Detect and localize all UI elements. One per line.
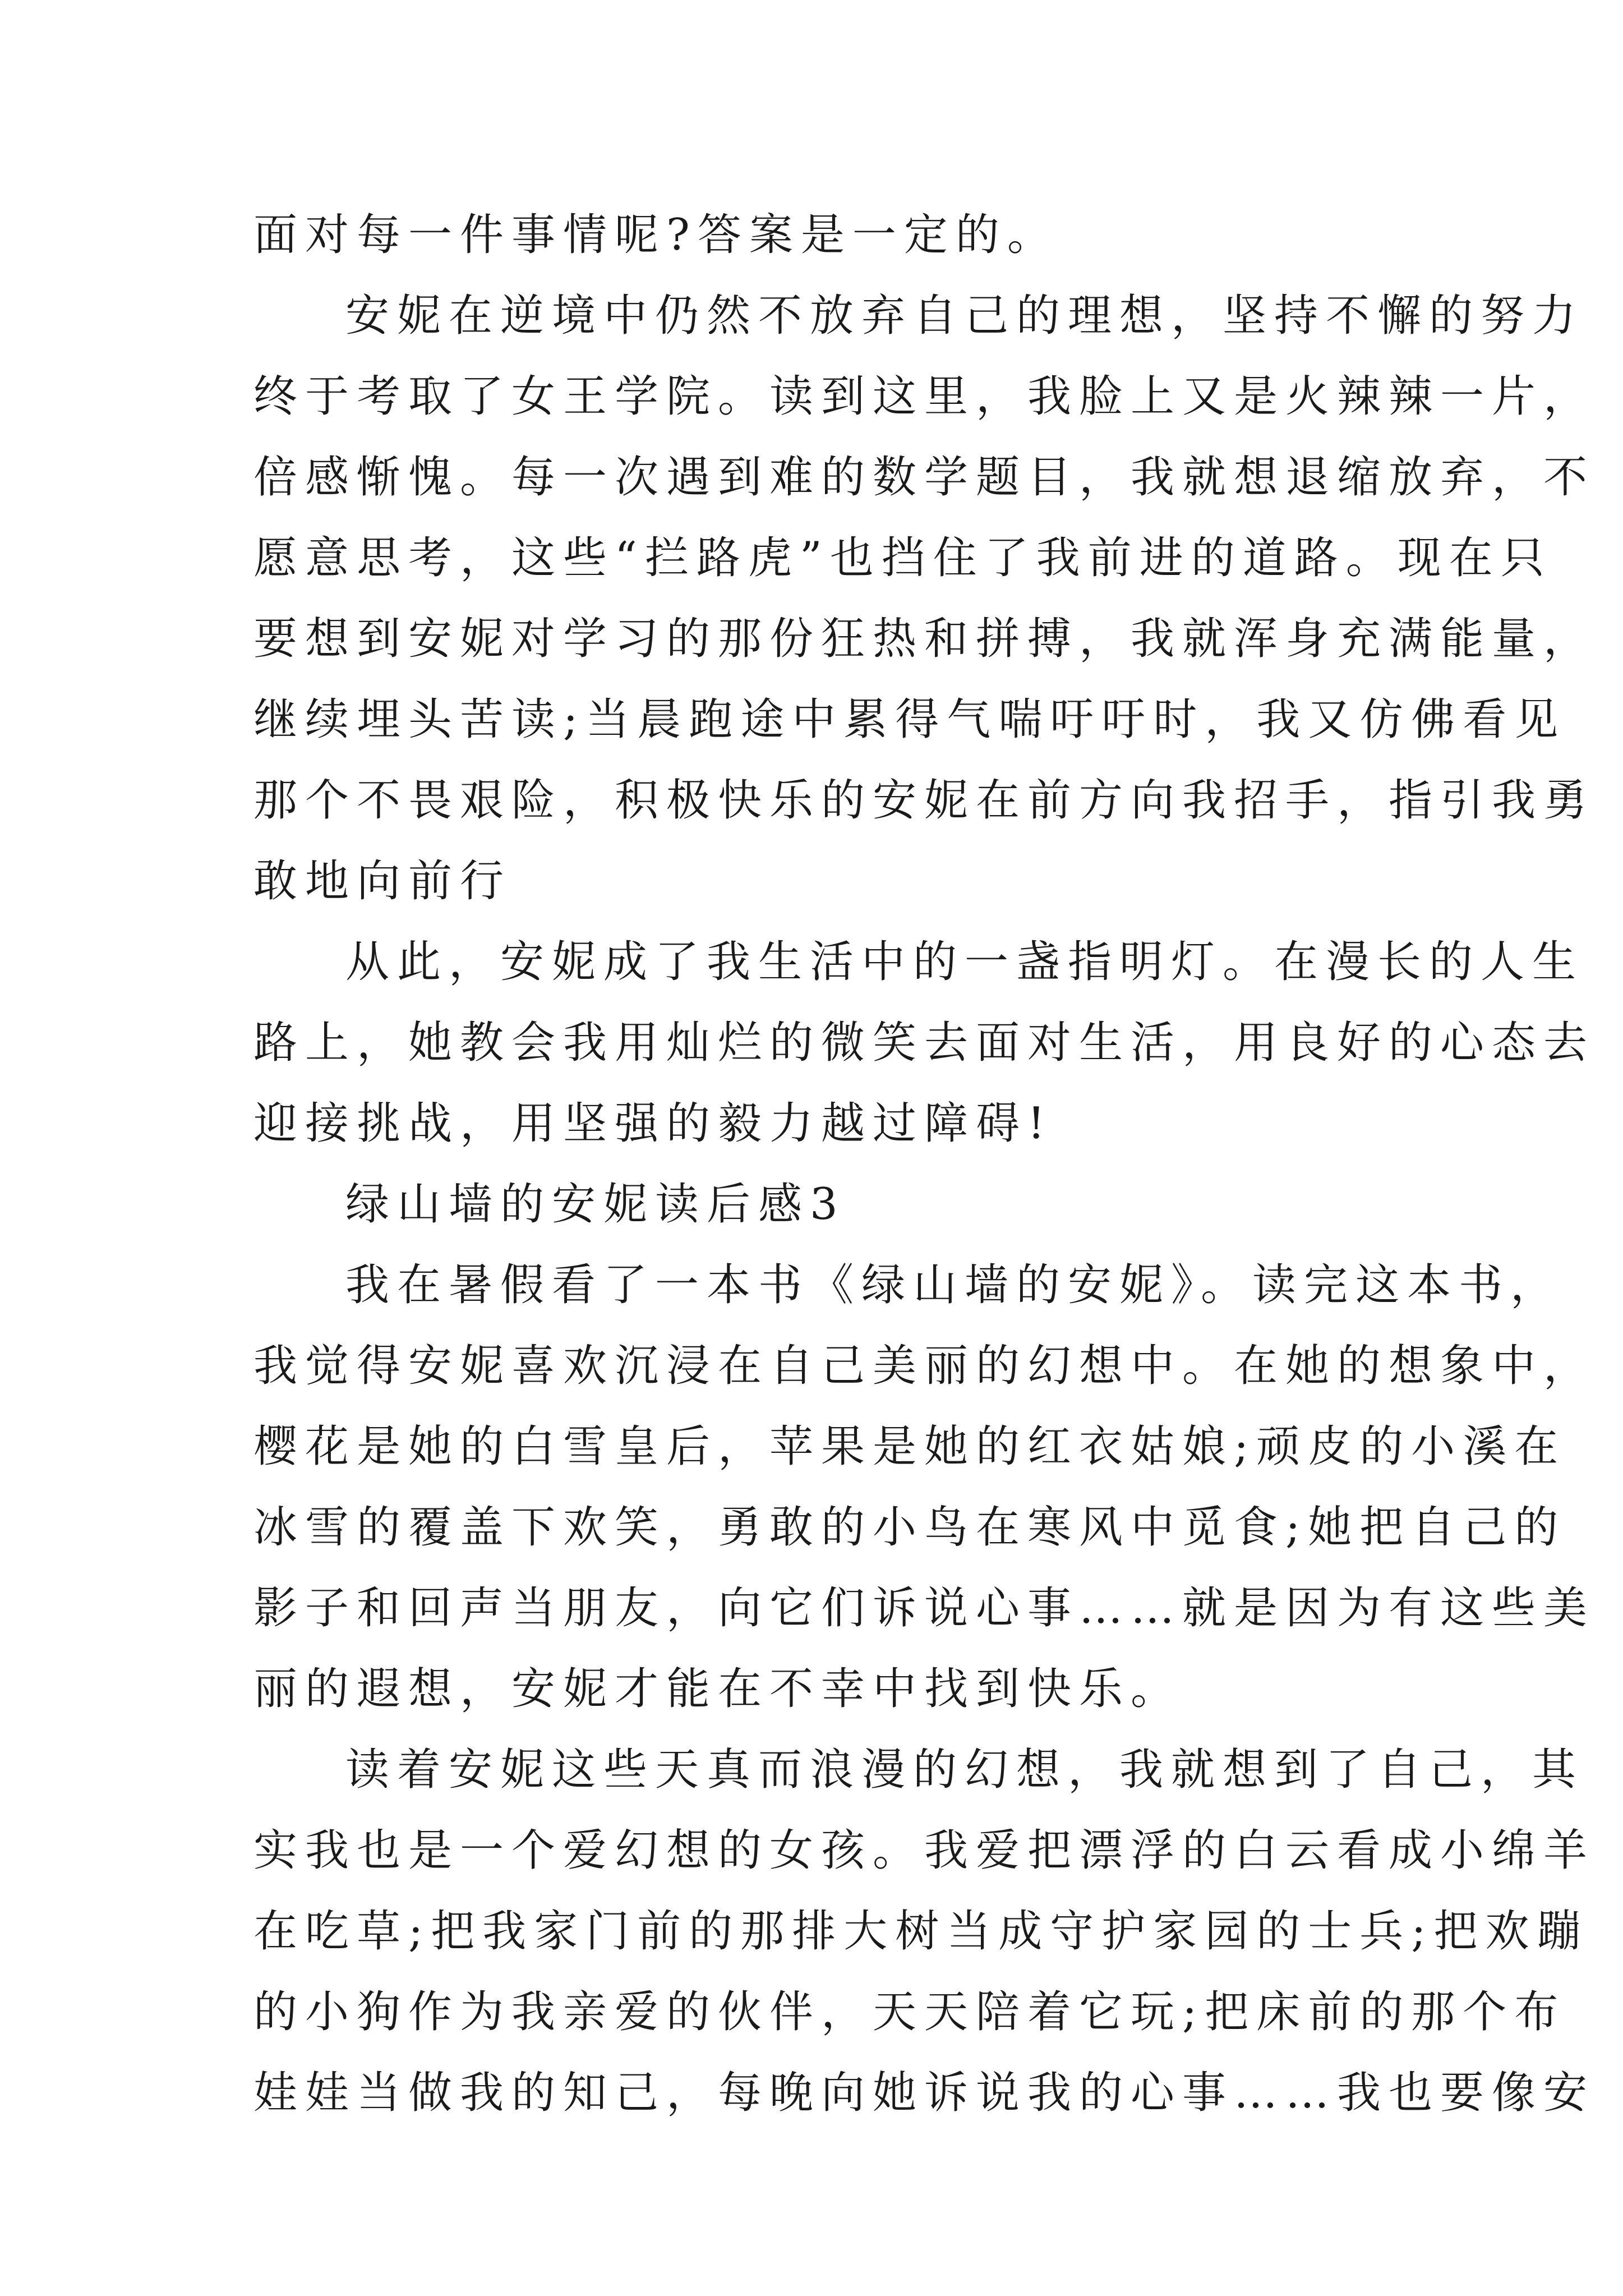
text-line: 面对每一件事情呢?答案是一定的。 — [253, 210, 1059, 260]
text-line: 要想到安妮对学习的那份狂热和拼搏，我就浑身充满能量， — [253, 614, 1596, 664]
paragraph-first-line: 我在暑假看了一本书《绿山墙的安妮》。读完这本书， — [345, 1260, 1562, 1310]
text-line: 路上，她教会我用灿烂的微笑去面对生活，用良好的心态去 — [253, 1018, 1596, 1068]
section-heading: 绿山墙的安妮读后感3 — [345, 1179, 846, 1230]
text-line: 愿意思考，这些“拦路虎”也挡住了我前进的道路。现在只 — [253, 533, 1552, 583]
text-line: 冰雪的覆盖下欢笑，勇敢的小鸟在寒风中觅食;她把自己的 — [253, 1502, 1566, 1553]
paragraph-first-line: 从此，安妮成了我生活中的一盏指明灯。在漫长的人生 — [345, 937, 1584, 987]
text-line: 倍感惭愧。每一次遇到难的数学题目，我就想退缩放弃，不 — [253, 452, 1596, 503]
text-line: 实我也是一个爱幻想的女孩。我爱把漂浮的白云看成小绵羊 — [253, 1825, 1596, 1876]
text-line: 娃娃当做我的知己，每晚向她诉说我的心事……我也要像安 — [253, 2068, 1596, 2118]
text-line: 影子和回声当朋友，向它们诉说心事……就是因为有这些美 — [253, 1583, 1596, 1634]
paragraph-first-line: 安妮在逆境中仍然不放弃自己的理想，坚持不懈的努力 — [345, 291, 1584, 341]
text-line: 樱花是她的白雪皇后，苹果是她的红衣姑娘;顽皮的小溪在 — [253, 1421, 1566, 1472]
text-line: 继续埋头苦读;当晨跑途中累得气喘吁吁时，我又仿佛看见 — [253, 694, 1566, 745]
paragraph-first-line: 读着安妮这些天真而浪漫的幻想，我就想到了自己，其 — [345, 1745, 1584, 1795]
text-line: 在吃草;把我家门前的那排大树当成守护家园的士兵;把欢蹦 — [253, 1906, 1589, 1957]
text-line: 迎接挑战，用坚强的毅力越过障碍! — [253, 1098, 1053, 1149]
text-line: 终于考取了女王学院。读到这里，我脸上又是火辣辣一片， — [253, 371, 1596, 422]
text-line: 丽的遐想，安妮才能在不幸中找到快乐。 — [253, 1664, 1183, 1714]
text-line: 那个不畏艰险，积极快乐的安妮在前方向我招手，指引我勇 — [253, 775, 1596, 826]
body-text — [253, 195, 1596, 2133]
text-line: 我觉得安妮喜欢沉浸在自己美丽的幻想中。在她的想象中， — [253, 1341, 1596, 1391]
text-line: 的小狗作为我亲爱的伙伴，天天陪着它玩;把床前的那个布 — [253, 1987, 1566, 2037]
text-line: 敢地向前行 — [253, 856, 512, 907]
